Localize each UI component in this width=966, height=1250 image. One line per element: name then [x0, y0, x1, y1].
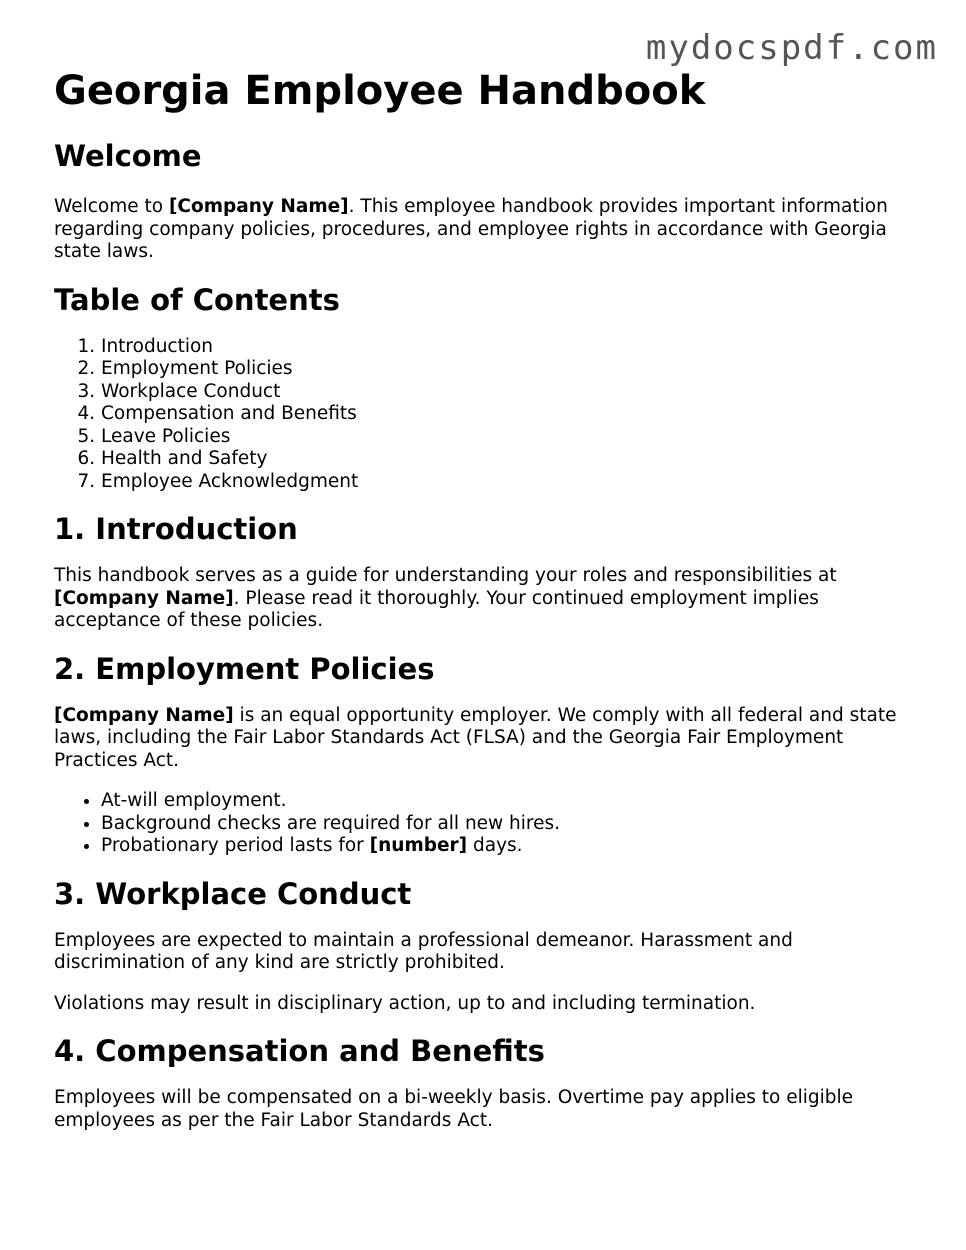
probation-text-prefix: Probationary period lasts for [101, 835, 370, 856]
compensation-section [54, 1033, 914, 1132]
employment-policies-paragraph [54, 705, 914, 773]
toc-heading: Table of Contents [54, 282, 340, 317]
toc-item: 7. Employee Acknowledgment [101, 471, 914, 494]
introduction-section [54, 511, 914, 633]
workplace-conduct-heading: 3. Workplace Conduct [54, 876, 412, 911]
welcome-intro-suffix: . This employee handbook provides important information regarding company policies, procedures, and employee rights in accordance with Georgia state laws. [54, 196, 888, 262]
toc-item: 2. Employment Policies [101, 358, 914, 381]
workplace-conduct-paragraph: Violations may result in disciplinary action, up to and including termination. [54, 992, 756, 1014]
probation-text-suffix: days. [467, 835, 523, 856]
introduction-text-prefix: This handbook serves as a guide for understanding your roles and responsibilities at [54, 565, 837, 586]
toc-section [54, 282, 914, 494]
introduction-text-suffix: . Please read it thoroughly. Your continued employment implies acceptance of these policies. [54, 587, 819, 631]
toc-item: 4. Compensation and Benefits [101, 403, 914, 426]
company-name-placeholder: [Company Name] [168, 196, 349, 217]
employment-policies-heading: 2. Employment Policies [54, 651, 435, 686]
welcome-intro-prefix: Welcome to [54, 196, 169, 217]
welcome-heading: Welcome [54, 139, 202, 173]
compensation-paragraph: Employees will be compensated on a bi-weekly basis. Overtime pay applies to eligible employees as per the Fair Labor Standards Act. [54, 1087, 854, 1131]
watermark: mydocspdf.com [645, 28, 938, 68]
introduction-paragraph [54, 565, 914, 633]
compensation-heading: 4. Compensation and Benefits [54, 1034, 545, 1068]
welcome-paragraph [54, 196, 914, 264]
workplace-conduct-section [54, 876, 914, 1016]
number-placeholder: [number] [369, 835, 468, 856]
employment-policies-section [54, 651, 914, 858]
workplace-conduct-paragraph: Employees are expected to maintain a professional demeanor. Harassment and discrimination of any kind are strictly prohibited. [54, 929, 793, 973]
toc-item: 1. Introduction [101, 336, 914, 359]
employment-policies-text: is an equal opportunity employer. We comply with all federal and state laws, including the Fair Labor Standards Act (FLSA) and the Georgia Fair Employment Practices Act. [54, 704, 897, 771]
toc-item: 5. Leave Policies [101, 426, 914, 449]
welcome-section [54, 138, 914, 264]
toc-list [54, 336, 914, 494]
list-item: • At-will employment. [101, 790, 914, 813]
toc-item: 3. Workplace Conduct [101, 381, 914, 404]
introduction-heading: 1. Introduction [54, 512, 298, 546]
company-name-placeholder: [Company Name] [54, 587, 234, 609]
toc-item: 6. Health and Safety [101, 448, 914, 471]
employment-policies-list [54, 790, 914, 858]
page-title: Georgia Employee Handbook [54, 68, 706, 114]
company-name-placeholder: [Company Name] [54, 704, 234, 726]
document-body [54, 138, 914, 1150]
list-item [101, 835, 914, 858]
list-item: • Background checks are required for all new hires. [101, 813, 914, 836]
